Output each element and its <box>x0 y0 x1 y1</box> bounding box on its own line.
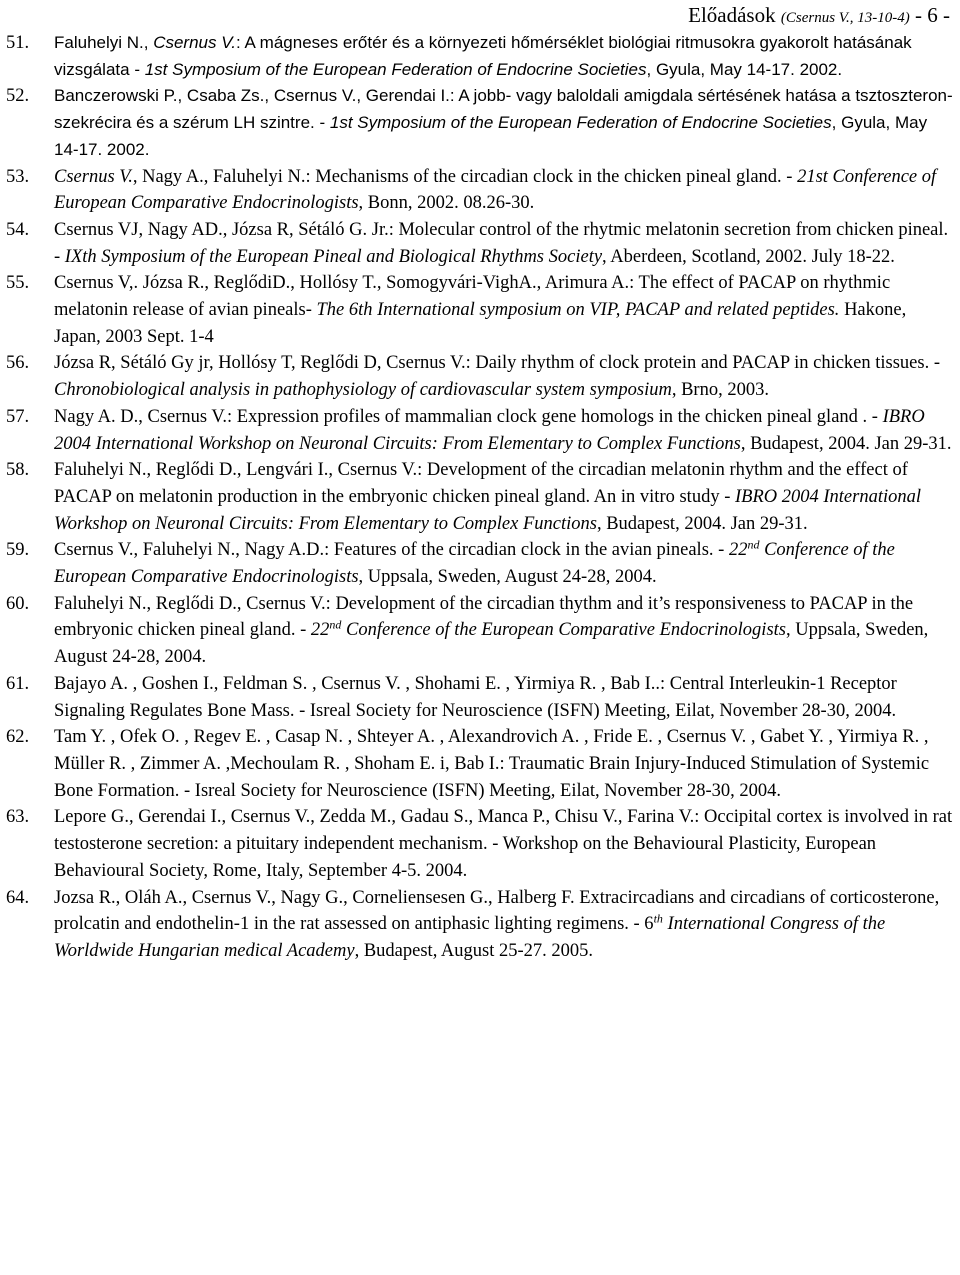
reference-segment: , Uppsala, Sweden, August 24-28, 2004. <box>358 567 657 588</box>
reference-segment: Hakone, Japan, 2003 Sept. 1-4 <box>54 300 907 347</box>
reference-number: 57. <box>6 406 30 427</box>
reference-text <box>54 457 956 537</box>
reference-italic-segment: IBRO 2004 International Workshop on Neuronal Circuits: From Elementary to Complex Functions <box>54 406 925 454</box>
reference-text <box>54 217 956 270</box>
reference-italic-segment: The 6th International symposium on VIP, PACAP and related peptides. <box>316 300 840 321</box>
reference-number: 52. <box>6 86 30 107</box>
reference-italic-segment: th <box>653 911 663 926</box>
reference-segment: Csernus V., Faluhelyi N., Nagy A.D.: Features of the circadian clock in the avian pineals. - <box>54 540 729 561</box>
reference-segment: , Aberdeen, Scotland, 2002. July 18-22. <box>602 246 895 267</box>
reference-entry <box>0 217 960 270</box>
reference-segment: , Uppsala, Sweden, August 24-28, 2004. <box>54 620 929 668</box>
reference-segment: Banczerowski P., Csaba Zs., Csernus V., Gerendai I.: A jobb- vagy baloldali amigdala sértésének hatása a tsztoszteron-szekrécira és a szérum LH szintre. - <box>54 86 953 133</box>
reference-number: 61. <box>6 673 30 694</box>
reference-segment: , Budapest, 2004. Jan 29-31. <box>596 513 808 534</box>
reference-italic-segment: nd <box>747 537 760 552</box>
reference-entry <box>0 671 960 724</box>
reference-entry <box>0 404 960 457</box>
reference-text <box>54 83 956 163</box>
reference-text <box>54 270 956 350</box>
reference-segment: Csernus V,. Józsa R., ReglődiD., Hollósy T., Somogyvári-VighA., Arimura A.: The effect of PACAP on rhythmic melatonin release of avian pineals- <box>54 273 891 321</box>
reference-number: 54. <box>6 219 30 240</box>
reference-entry <box>0 724 960 804</box>
reference-number: 64. <box>6 887 30 908</box>
reference-segment: Faluhelyi N., <box>54 33 154 52</box>
reference-text <box>54 537 956 590</box>
reference-entry <box>0 457 960 537</box>
reference-text <box>54 724 956 804</box>
reference-text <box>54 885 956 965</box>
reference-entry <box>0 164 960 217</box>
reference-text <box>54 404 956 457</box>
reference-segment: , Brno, 2003. <box>671 380 769 401</box>
reference-italic-segment: Chronobiological analysis in pathophysiology of cardiovascular system symposium <box>54 380 672 401</box>
reference-number: 51. <box>6 33 30 53</box>
reference-segment: Nagy A. D., Csernus V.: Expression profiles of mammalian clock gene homologs in the chicken pineal gland . - <box>54 406 883 427</box>
reference-italic-segment: 22 <box>728 540 748 561</box>
reference-entry <box>0 804 960 884</box>
reference-list <box>0 30 960 965</box>
reference-segment: , Gyula, May 14-17. 2002. <box>54 113 928 159</box>
reference-number: 62. <box>6 727 30 748</box>
reference-italic-segment: Csernus V. <box>153 33 237 52</box>
reference-segment: Faluhelyi N., Reglődi D., Lengvári I., Csernus V.: Development of the circadian melatonin rhythm and the effect of PACAP on melatonin production in the embryonic chicken pineal gland. An in vitro study - <box>54 460 908 507</box>
reference-italic-segment: 21st Conference of European Comparative Endocrinologists <box>54 166 937 214</box>
reference-segment: Jozsa R., Oláh A., Csernus V., Nagy G., Corneliensesen G., Halberg F. Extracircadians and circadians of corticosterone, prolcatin and endothelin-1 in the rat assessed on antiphasic lighting regimens. - 6 <box>54 887 940 935</box>
reference-segment: Faluhelyi N., Reglődi D., Csernus V.: Development of the circadian thythm and it’s responsiveness to PACAP in the embryonic chicken pineal gland. - <box>54 593 914 641</box>
reference-italic-segment: 1st Symposium of the European Federation of Endocrine Societies <box>144 59 647 79</box>
reference-entry <box>0 885 960 965</box>
reference-segment: Tam Y. , Ofek O. , Regev E. , Casap N. , Shteyer A. , Alexandrovich A. , Fride E. , Csernus V. , Gabet Y. , Yirmiya R. , Müller R. , Zimmer A. ,Mechoulam R. , Shoham E. i, Bab I.: Traumatic Brain Injury-Induced Stimulation of Systemic Bone Formation. - Isreal Society for Neuroscience (ISFN) Meeting, Eilat, November 28-30, 2004. <box>54 727 930 801</box>
reference-entry <box>0 83 960 163</box>
page-number: - 6 - <box>915 3 950 27</box>
reference-italic-segment: nd <box>329 617 342 632</box>
reference-italic-segment: Csernus V. <box>54 166 133 187</box>
reference-segment: Lepore G., Gerendai I., Csernus V., Zedda M., Gadau S., Manca P., Chisu V., Farina V.: Occipital cortex is involved in rat testosterone secretion: a pituitary independent mechanism. - Workshop on the Behavioural Plasticity, European Behavioural Society, Rome, Italy, September 4-5. 2004. <box>54 807 953 881</box>
reference-entry <box>0 537 960 590</box>
header-title: Előadások <box>688 3 776 27</box>
reference-text <box>54 350 956 403</box>
reference-number: 63. <box>6 807 30 828</box>
reference-segment: , Gyula, May 14-17. 2002. <box>646 59 843 79</box>
reference-italic-segment: Conference of the European Comparative Endocrinologists <box>341 620 786 641</box>
reference-segment: Csernus VJ, Nagy AD., Józsa R, Sétáló G. Jr.: Molecular control of the rhytmic melatonin secretion from chicken pineal. - <box>54 219 949 267</box>
reference-italic-segment: Conference of the European Comparative Endocrinologists <box>54 540 895 588</box>
reference-text <box>54 164 956 217</box>
reference-number: 55. <box>6 273 30 294</box>
reference-segment: , Bonn, 2002. 08.26-30. <box>358 193 535 214</box>
reference-entry <box>0 30 960 83</box>
reference-segment: : A mágneses erőtér és a környezeti hőmérséklet biológiai ritmusokra gyakorolt hatásának vizsgálata - <box>54 33 912 79</box>
header-subtitle: (Csernus V., 13-10-4) <box>780 10 910 26</box>
reference-italic-segment: 1st Symposium of the European Federation of Endocrine Societies <box>329 113 832 133</box>
reference-italic-segment: 22 <box>310 620 330 641</box>
reference-italic-segment: International Congress of the Worldwide Hungarian medical Academy <box>54 914 886 961</box>
reference-number: 56. <box>6 353 30 374</box>
reference-segment: , Nagy A., Faluhelyi N.: Mechanisms of the circadian clock in the chicken pineal gland. - <box>132 166 798 187</box>
reference-segment: Bajayo A. , Goshen I., Feldman S. , Csernus V. , Shohami E. , Yirmiya R. , Bab I..: Central Interleukin-1 Receptor Signaling Regulates Bone Mass. - Isreal Society for Neuroscience (ISFN) Meeting, Eilat, November 28-30, 2004. <box>54 673 897 721</box>
reference-entry <box>0 350 960 403</box>
reference-text <box>54 591 956 671</box>
reference-text <box>54 671 956 724</box>
reference-number: 58. <box>6 460 30 481</box>
reference-entry <box>0 270 960 350</box>
reference-number: 53. <box>6 166 30 187</box>
reference-number: 59. <box>6 540 30 561</box>
reference-text <box>54 804 956 884</box>
page-header <box>688 2 950 31</box>
reference-italic-segment: IXth Symposium of the European Pineal and Biological Rhythms Society <box>64 246 603 267</box>
reference-italic-segment: IBRO 2004 International Workshop on Neuronal Circuits: From Elementary to Complex Functions <box>54 486 922 534</box>
reference-segment: , Budapest, 2004. Jan 29-31. <box>740 433 952 454</box>
reference-entry <box>0 591 960 671</box>
reference-text <box>54 30 956 83</box>
reference-number: 60. <box>6 593 30 614</box>
reference-segment: , Budapest, August 25-27. 2005. <box>354 940 594 961</box>
reference-segment: Józsa R, Sétáló Gy jr, Hollósy T, Reglődi D, Csernus V.: Daily rhythm of clock protein and PACAP in chicken tissues. - <box>54 353 941 374</box>
